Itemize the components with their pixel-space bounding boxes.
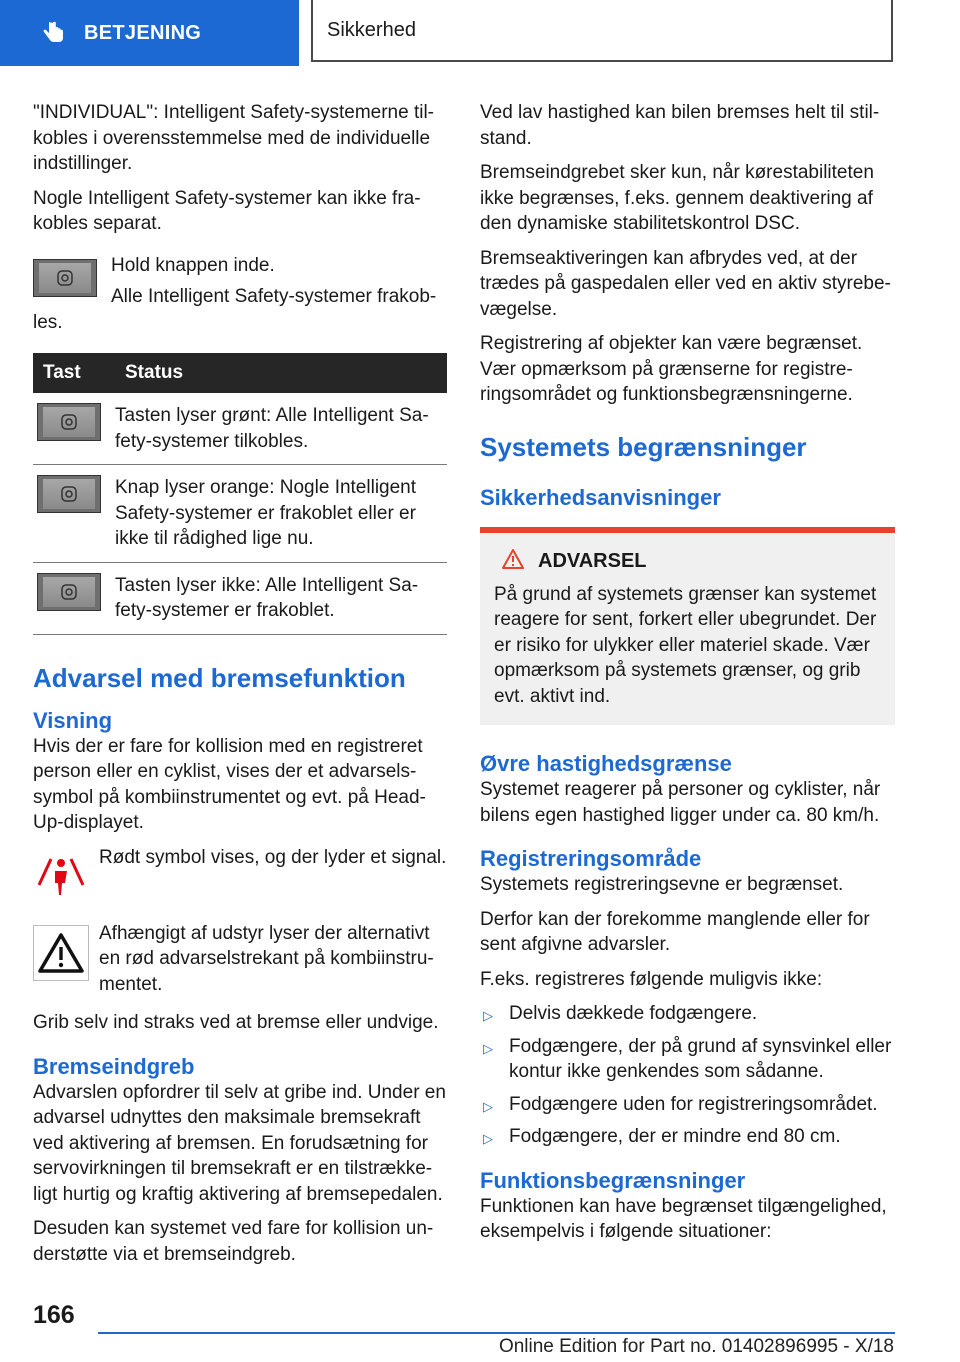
heading-detection-area: Registreringsområde <box>480 846 702 871</box>
section-title: Sikkerhed <box>311 0 893 62</box>
hand-pointer-icon <box>40 20 66 46</box>
page-header <box>0 0 960 66</box>
safety-button-image <box>37 475 101 513</box>
status-cell: Tasten lyser ikke: Alle Intelligent Sa-fety-systemer er frakoblet. <box>115 562 447 634</box>
button-status-table <box>33 353 447 635</box>
paragraph-individual: "INDIVIDUAL": Intelligent Safety-systemerne til-kobles i overensstemmelse med de individuelle indstillinger. <box>33 102 435 174</box>
warning-triangle-icon <box>502 549 524 574</box>
heading-speed-limit: Øvre hastighedsgrænse <box>480 751 732 776</box>
paragraph-bremse-2: Desuden kan systemet ved fare for kollision un-derstøtte via et bremseindgreb. <box>33 1218 434 1265</box>
safety-button-image <box>33 259 97 297</box>
alt-triangle-text: Afhængigt af udstyr lyser der alternativt en rød advarselstrekant på kombiinstru-mentet. <box>99 922 434 995</box>
warning-box <box>480 527 895 726</box>
heading-bremseindgreb: Bremseindgreb <box>33 1053 195 1079</box>
paragraph-stability: Bremseindgrebet sker kun, når kørestabiliteten ikke begrænses, f.eks. gennem deaktivering af den dynamiske stabilitetskontrol DSC. <box>480 162 874 234</box>
heading-system-limits: Systemets begrænsninger <box>480 431 807 462</box>
list-item: ▷ Fodgængere, der på grund af synsvinkel eller kontur ikke genkendes som sådanne. <box>483 1035 892 1082</box>
paragraph-not-separate: Nogle Intelligent Safety-systemer kan ikke fra-kobles separat. <box>33 187 421 234</box>
bullet-list <box>480 1001 895 1150</box>
pedestrian-warning-icon <box>33 845 99 917</box>
bullet-triangle-icon: ▷ <box>483 1040 493 1056</box>
warning-triangle-icon <box>33 921 99 1007</box>
heading-function-limits: Funktionsbegrænsninger <box>480 1167 746 1193</box>
bullet-triangle-icon: ▷ <box>483 1008 493 1023</box>
paragraph-reg-3: F.eks. registreres følgende muligvis ikke: <box>480 968 823 990</box>
paragraph-reg-2: Derfor kan der forekomme manglende eller for sent afgivne advarsler. <box>480 908 870 955</box>
table-row <box>33 393 447 465</box>
hold-button-block <box>33 253 447 336</box>
paragraph-low-speed: Ved lav hastighed kan bilen bremses helt til stil-stand. <box>480 102 880 149</box>
paragraph-interrupt: Bremseaktiveringen kan afbrydes ved, at der trædes på gaspedalen eller ved en aktiv styrebe-vægelse. <box>480 247 891 320</box>
table-row <box>33 465 447 563</box>
page-number: 166 <box>33 1301 75 1329</box>
paragraph-grib: Grib selv ind straks ved at bremse eller undvige. <box>33 1012 439 1033</box>
footer-edition: Online Edition for Part no. 01402896995 - X/18 <box>498 1336 894 1357</box>
list-item: ▷ Fodgængere, der er mindre end 80 cm. <box>480 1124 895 1150</box>
table-row <box>33 562 447 634</box>
paragraph-visning: Hvis der er fare for kollision med en registreret person eller en cyklist, vises der et advarsels-symbol på kombiinstrumentet og evt. på Head-Up-displayet. <box>33 735 426 833</box>
status-cell: Knap lyser orange: Nogle Intelligent Safety-systemer er frakoblet eller er ikke til rådighed lige nu. <box>115 465 447 563</box>
hold-instruction: Hold knappen inde. <box>111 254 275 276</box>
paragraph-bremse-1: Advarslen opfordrer til selv at gribe ind. Under en advarsel udnyttes den maksimale bremsekraft ved aktivering af bremsen. En forudsætning for servovirkningen til bremsekraft er en tilstrække-ligt hurtig og kraftig aktivering af bremsepedalen. <box>33 1081 446 1205</box>
triangle-symbol-block <box>33 921 447 1007</box>
list-item: ▷ Delvis dækkede fodgængere. <box>480 1001 895 1027</box>
red-symbol-text: Rødt symbol vises, og der lyder et signal. <box>99 846 447 868</box>
hold-result: Alle Intelligent Safety-systemer frakob-les. <box>33 286 437 333</box>
heading-visning: Visning <box>33 707 113 733</box>
left-column <box>33 100 447 1276</box>
warning-title: ADVARSEL <box>538 549 647 572</box>
heading-brake-warning: Advarsel med bremsefunktion <box>33 662 406 693</box>
bullet-triangle-icon: ▷ <box>483 1131 493 1146</box>
safety-button-image <box>37 573 101 611</box>
table-header-tast: Tast <box>33 353 115 393</box>
chapter-tab-label: BETJENING <box>84 21 202 44</box>
paragraph-reg-1: Systemets registreringsevne er begrænset. <box>480 874 844 895</box>
red-symbol-block <box>33 845 447 917</box>
table-header-status: Status <box>115 353 447 393</box>
status-cell: Tasten lyser grønt: Alle Intelligent Sa-fety-systemer tilkobles. <box>115 393 447 465</box>
right-column <box>480 100 895 1254</box>
warning-text: På grund af systemets grænser kan systemet reagere for sent, forkert eller ubegrundet. Der er risiko for ulykker eller materiel skade. Vær opmærksom på systemets grænser, og grib evt. aktivt ind. <box>494 583 877 707</box>
paragraph-detection-limit: Registrering af objekter kan være begrænset. Vær opmærksom på grænserne for registre-ringsområdet og funktionsbegrænsningerne. <box>480 333 863 405</box>
heading-safety-notes: Sikkerhedsanvisninger <box>480 484 721 510</box>
bullet-triangle-icon: ▷ <box>483 1098 493 1114</box>
paragraph-speed: Systemet reagerer på personer og cyklister, når bilens egen hastighed ligger under ca. 80 km/h. <box>480 779 881 826</box>
footer-divider <box>98 1332 895 1334</box>
list-item: ▷ Fodgængere uden for registreringsområdet. <box>480 1092 895 1118</box>
chapter-tab[interactable] <box>0 0 299 66</box>
paragraph-func: Funktionen kan have begrænset tilgængelighed, eksempelvis i følgende situationer: <box>480 1195 887 1242</box>
safety-button-image <box>37 403 101 441</box>
